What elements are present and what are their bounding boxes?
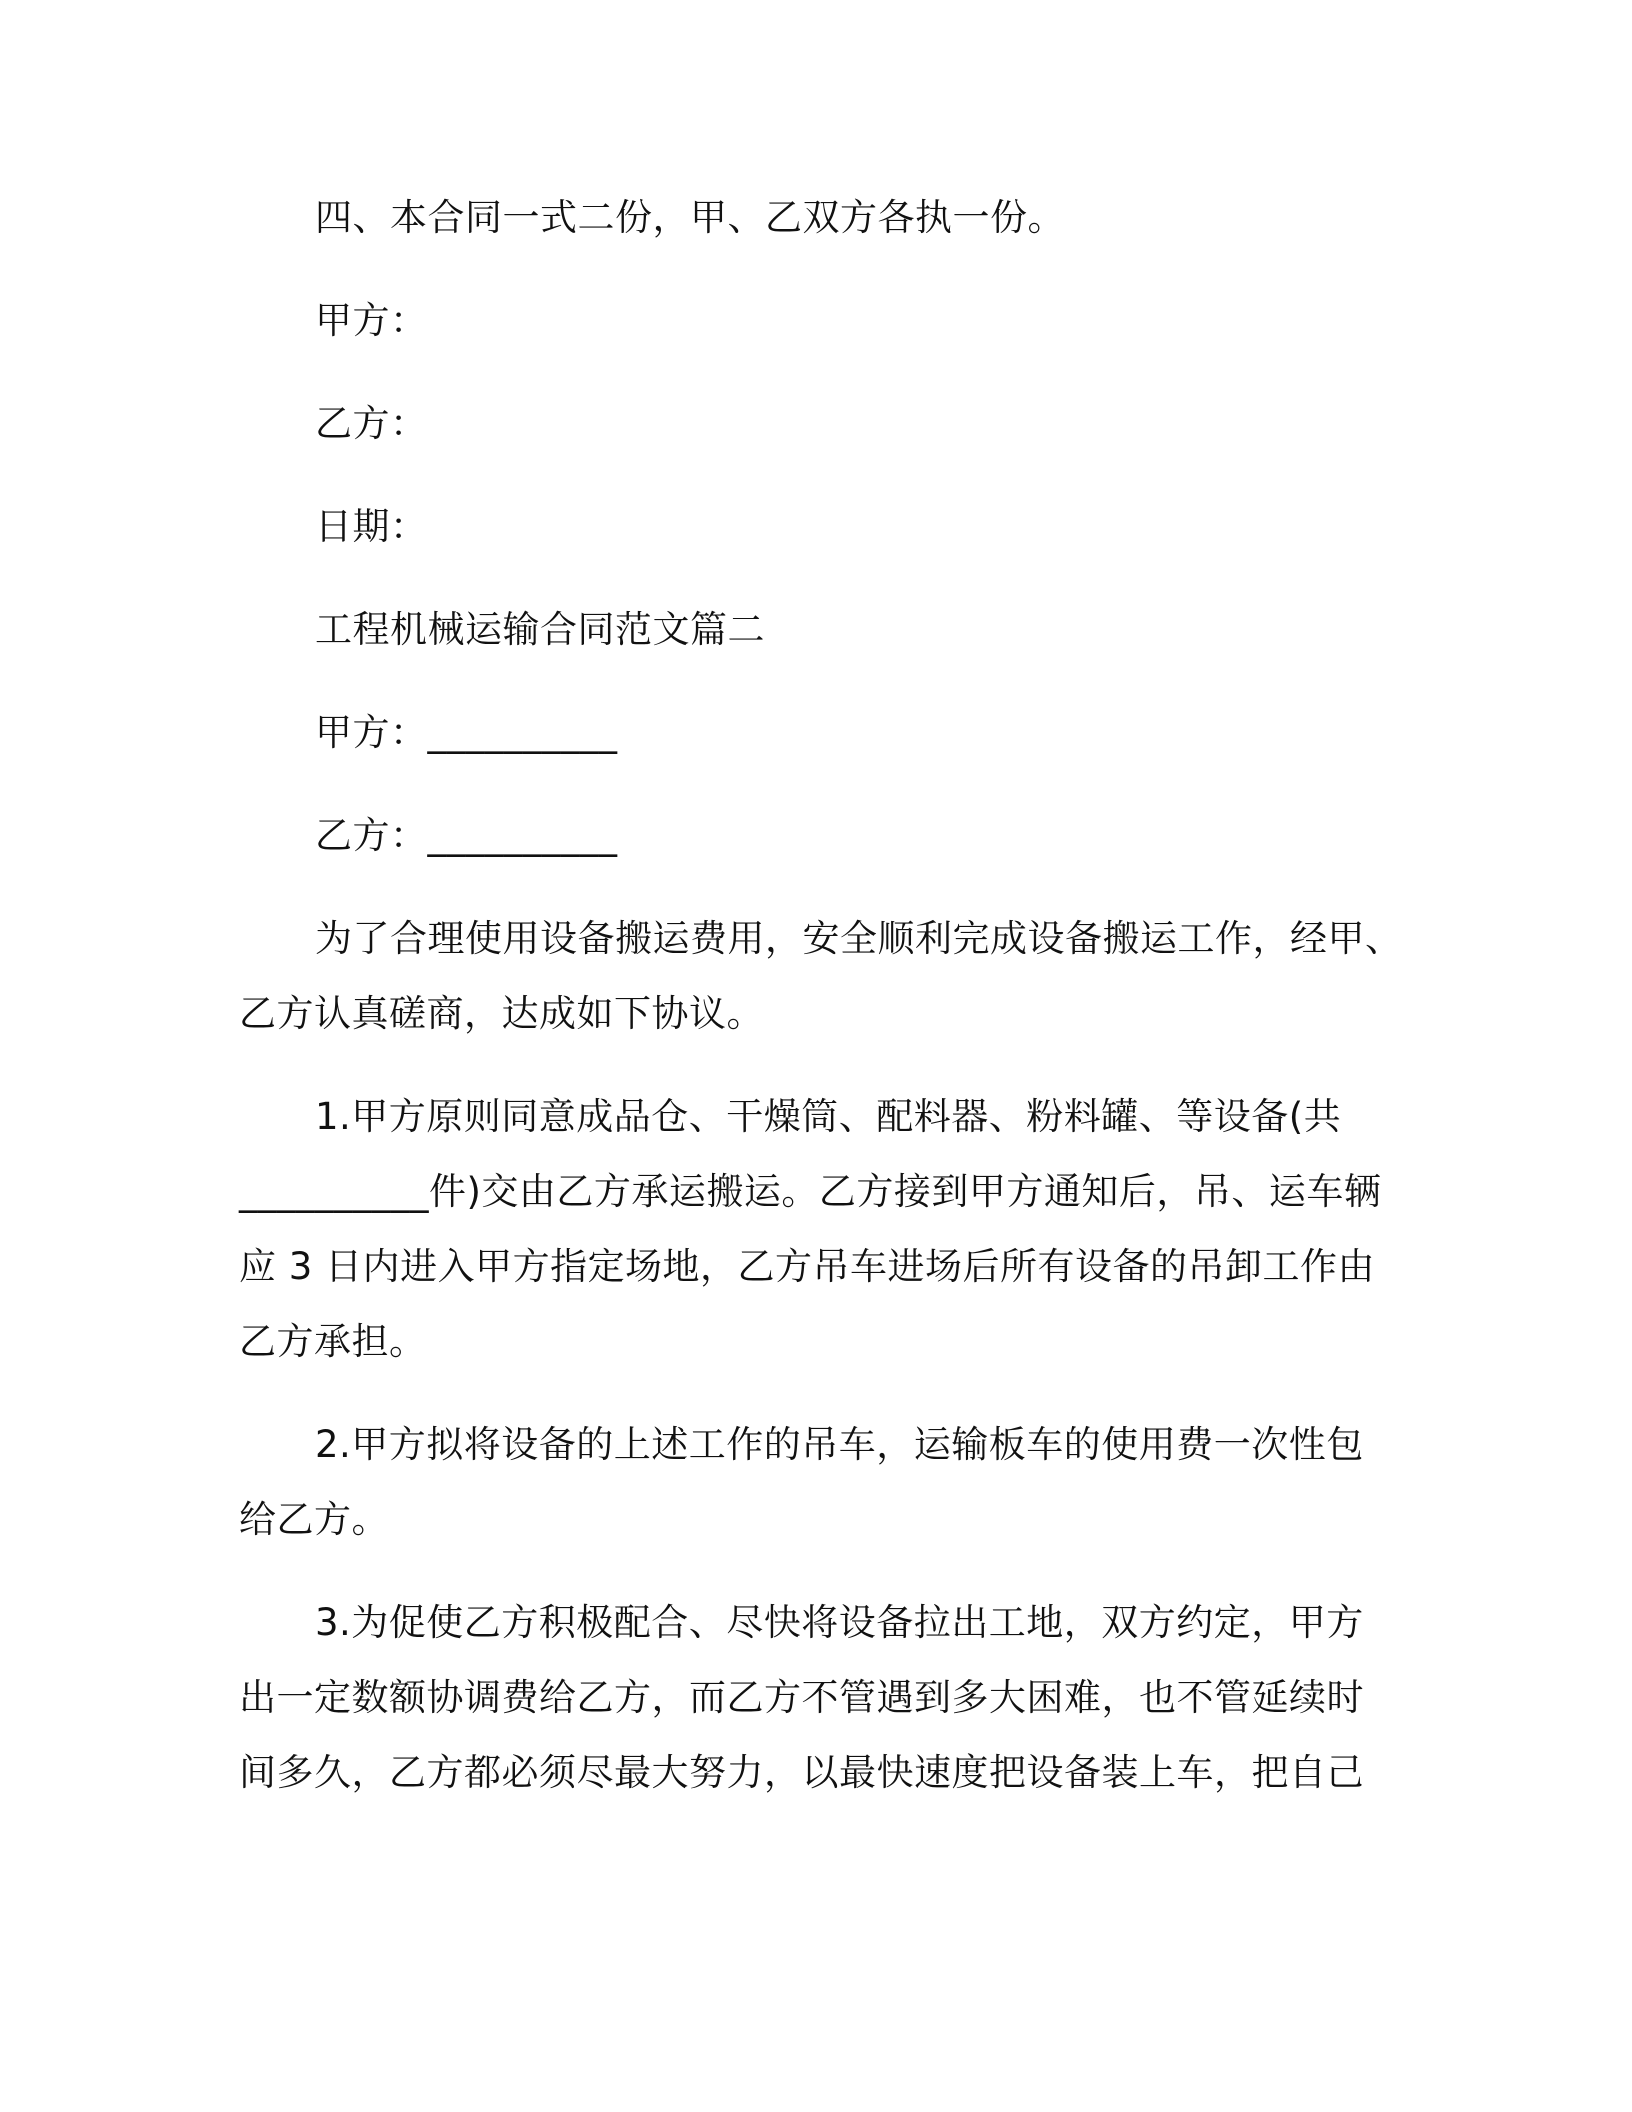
item2-line-1: 2.甲方拟将设备的上述工作的吊车，运输板车的使用费一次性包 <box>315 1423 1364 1466</box>
item1-line-4: 乙方承担。 <box>239 1320 427 1363</box>
date-label: 日期： <box>315 505 428 548</box>
party-b-label: 乙方： <box>315 402 428 445</box>
item3-line-3: 间多久，乙方都必须尽最大努力，以最快速度把设备装上车，把自己 <box>239 1751 1364 1794</box>
item1-line-1: 1.甲方原则同意成品仓、干燥筒、配料器、粉料罐、等设备(共 <box>315 1095 1342 1138</box>
item2-line-2: 给乙方。 <box>239 1498 389 1541</box>
intro-line-2: 乙方认真磋商，达成如下协议。 <box>239 992 764 1035</box>
party-a-label: 甲方： <box>315 299 428 342</box>
item3-line-1: 3.为促使乙方积极配合、尽快将设备拉出工地，双方约定，甲方 <box>315 1601 1364 1644</box>
item1-line-2: __________件)交由乙方承运搬运。乙方接到甲方通知后，吊、运车辆 <box>239 1170 1382 1213</box>
item3-line-2: 出一定数额协调费给乙方，而乙方不管遇到多大困难，也不管延续时 <box>239 1676 1364 1719</box>
section-title: 工程机械运输合同范文篇二 <box>315 608 765 651</box>
intro-line-1: 为了合理使用设备搬运费用，安全顺利完成设备搬运工作，经甲、 <box>315 917 1403 960</box>
clause-four: 四、本合同一式二份，甲、乙双方各执一份。 <box>315 196 1065 239</box>
party-b-blank: 乙方：__________ <box>315 814 618 857</box>
party-a-blank: 甲方：__________ <box>315 711 618 754</box>
item1-line-3: 应 3 日内进入甲方指定场地，乙方吊车进场后所有设备的吊卸工作由 <box>239 1245 1376 1288</box>
